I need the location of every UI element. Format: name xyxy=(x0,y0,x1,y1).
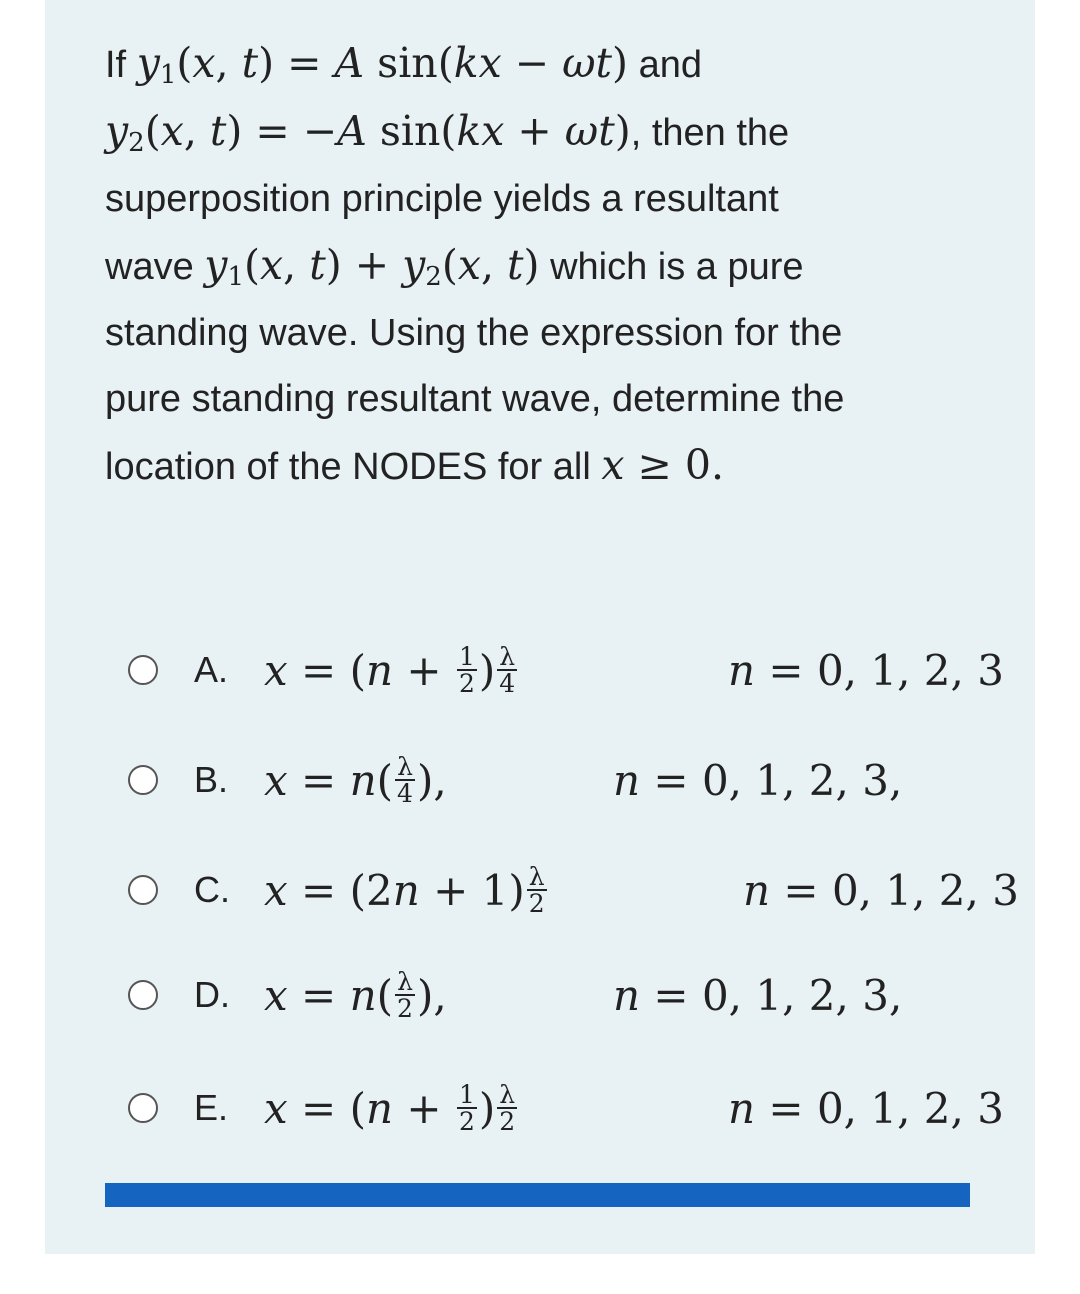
equation-sum: $y_1(x$, $t) + y_2(x$, t) xyxy=(204,241,540,292)
option-letter: E. xyxy=(194,1087,229,1128)
option-letter: A. xyxy=(194,649,229,690)
option-formula: x = (2 n + 1) $\frac{\lambda}{2}$ xyxy=(264,862,545,918)
option-c[interactable] xyxy=(128,850,1019,930)
radio-button-a[interactable] xyxy=(128,655,158,685)
radio-button-d[interactable] xyxy=(128,980,158,1010)
question-line-6: pure standing resultant wave, determine the xyxy=(105,378,845,420)
option-formula: x = n ( $\frac{\lambda}{4}$ ), xyxy=(264,752,447,808)
question-line-4: wave $y_1(x$, $t) + y_2(x$, t) which is a pure xyxy=(105,241,804,292)
option-letter: C. xyxy=(194,869,230,910)
option-d[interactable] xyxy=(128,955,1008,1035)
option-a[interactable] xyxy=(128,630,1008,710)
option-range: n = 0, 1, 2, 3 xyxy=(728,1083,1004,1133)
option-range: n = 0, 1, 2, 3, xyxy=(613,970,903,1020)
question-line-7: location of the NODES for all x ≥ 0. xyxy=(105,441,725,489)
question-line-3: superposition principle yields a resultant xyxy=(105,178,779,220)
option-range: n = 0, 1, 2, 3 xyxy=(728,645,1004,695)
equation-domain: x ≥ 0. xyxy=(601,441,725,489)
question-line-5: standing wave. Using the expression for the xyxy=(105,312,843,354)
option-formula: x = ( n + $\frac{1}{2}$ ) $\frac{\lambda}{4}$ xyxy=(264,642,516,698)
equation-y1: $y_1(x$, t) = A sin(kx − ωt) xyxy=(136,39,629,90)
radio-button-c[interactable] xyxy=(128,875,158,905)
question-line-2: $y_2(x$, t) = −A sin(kx + ωt), then the xyxy=(105,107,790,158)
option-letter: B. xyxy=(194,759,229,800)
option-letter: D. xyxy=(194,974,230,1015)
radio-button-b[interactable] xyxy=(128,765,158,795)
equation-y2: $y_2(x$, t) = −A sin(kx + ωt) xyxy=(105,107,631,158)
question-card xyxy=(45,0,1035,1254)
option-formula: x = n ( $\frac{\lambda}{2}$ ), xyxy=(264,967,447,1023)
radio-button-e[interactable] xyxy=(128,1093,158,1123)
question-line-1: If $y_1(x$, t) = A sin(kx − ωt) and xyxy=(105,39,702,90)
question-text xyxy=(105,30,1005,500)
option-range: n = 0, 1, 2, 3, xyxy=(613,755,903,805)
option-e[interactable] xyxy=(128,1068,1008,1148)
progress-bar xyxy=(105,1183,970,1207)
option-b[interactable] xyxy=(128,740,1008,820)
option-range: n = 0, 1, 2, 3 xyxy=(743,865,1019,915)
option-formula: x = ( n + $\frac{1}{2}$ ) $\frac{\lambda}{2}$ xyxy=(264,1080,516,1136)
